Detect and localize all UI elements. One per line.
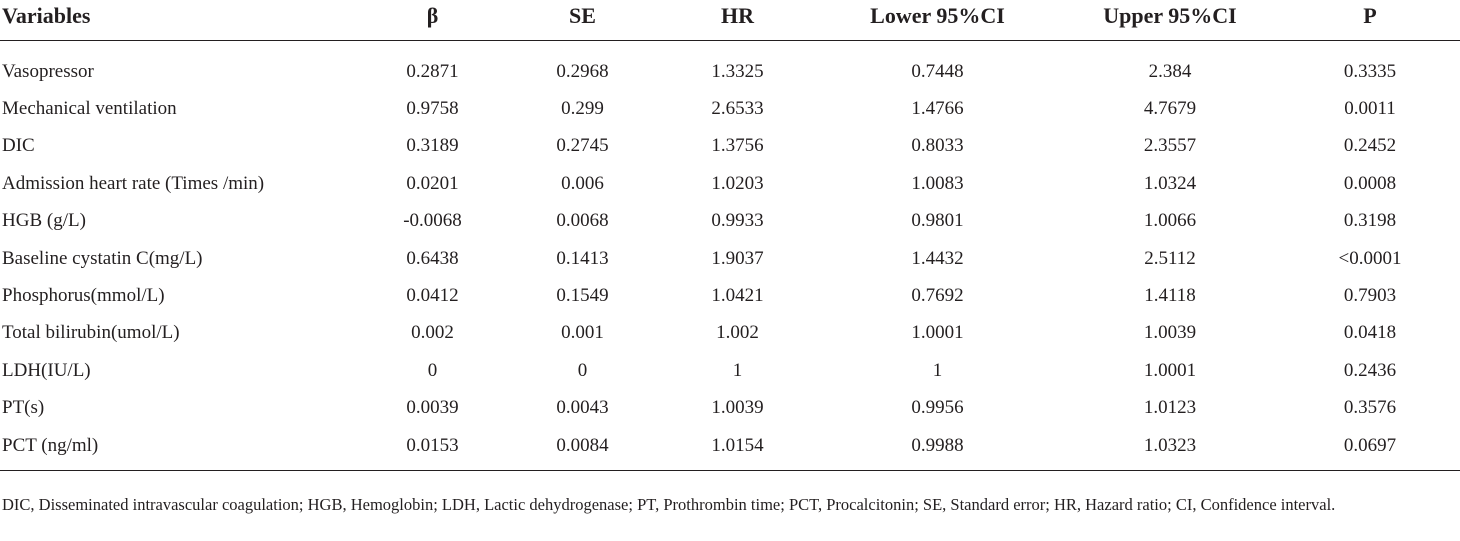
cell-upper-ci: 4.7679 bbox=[1143, 98, 1197, 120]
table-footnote: DIC, Disseminated intravascular coagulation; HGB, Hemoglobin; LDH, Lactic dehydrogenase; PT, Prothrombin time; PCT, Procalcitonin; SE, Standard error; HR, Hazard ratio; CI, Confidence interval. bbox=[2, 495, 1336, 514]
cell-beta: 0.9758 bbox=[406, 98, 459, 120]
cell-variable: Admission heart rate (Times /min) bbox=[2, 172, 265, 194]
header-variables: Variables bbox=[0, 0, 360, 41]
cell-lower-ci: 0.9988 bbox=[911, 434, 964, 456]
cell-beta: 0 bbox=[427, 359, 438, 381]
cell-p: 0.0697 bbox=[1343, 434, 1397, 456]
cell-se: 0.0068 bbox=[556, 210, 609, 232]
header-se: SE bbox=[505, 0, 660, 41]
cell-p: <0.0001 bbox=[1338, 247, 1402, 269]
cell-beta: 0.0039 bbox=[406, 397, 459, 419]
cell-lower-ci: 1.0083 bbox=[911, 172, 964, 194]
header-p: P bbox=[1280, 0, 1460, 41]
cell-lower-ci: 0.9801 bbox=[911, 210, 964, 232]
cell-upper-ci: 1.0123 bbox=[1143, 397, 1197, 419]
header-hr: HR bbox=[660, 0, 815, 41]
cell-p: 0.3576 bbox=[1343, 397, 1397, 419]
cell-se: 0.0043 bbox=[556, 397, 609, 419]
cell-variable: LDH(IU/L) bbox=[2, 359, 91, 381]
cell-se: 0.1549 bbox=[556, 285, 609, 307]
cell-beta: -0.0068 bbox=[403, 210, 462, 232]
cell-se: 0.0084 bbox=[556, 434, 609, 456]
table-row bbox=[0, 240, 1460, 277]
table-row bbox=[0, 390, 1460, 427]
header-row bbox=[0, 0, 1460, 41]
header-beta: β bbox=[360, 0, 505, 41]
cell-beta: 0.0153 bbox=[406, 434, 459, 456]
cell-upper-ci: 1.0039 bbox=[1143, 322, 1197, 344]
cell-variable: Mechanical ventilation bbox=[2, 98, 177, 120]
cell-beta: 0.2871 bbox=[406, 60, 459, 82]
cell-se: 0.1413 bbox=[556, 247, 609, 269]
table-row bbox=[0, 128, 1460, 165]
cell-lower-ci: 1.4432 bbox=[911, 247, 964, 269]
table-row bbox=[0, 315, 1460, 352]
cell-upper-ci: 1.0323 bbox=[1143, 434, 1197, 456]
table-row bbox=[0, 41, 1460, 91]
cell-se: 0.001 bbox=[561, 322, 604, 344]
table-body bbox=[0, 41, 1460, 471]
cell-p: 0.3335 bbox=[1343, 60, 1397, 82]
table-row bbox=[0, 277, 1460, 314]
cell-upper-ci: 1.0324 bbox=[1143, 172, 1197, 194]
cell-beta: 0.002 bbox=[411, 322, 454, 344]
cell-variable: Baseline cystatin C(mg/L) bbox=[2, 247, 203, 269]
cell-upper-ci: 2.3557 bbox=[1143, 135, 1197, 157]
cell-p: 0.2452 bbox=[1343, 135, 1397, 157]
table-row bbox=[0, 427, 1460, 471]
cell-lower-ci: 0.7692 bbox=[911, 285, 964, 307]
cell-lower-ci: 1 bbox=[932, 359, 943, 381]
cell-beta: 0.0201 bbox=[406, 172, 459, 194]
cell-hr: 1.0039 bbox=[711, 397, 764, 419]
cell-p: 0.3198 bbox=[1343, 210, 1397, 232]
cell-hr: 1.3325 bbox=[711, 60, 764, 82]
table-header bbox=[0, 0, 1460, 41]
cell-lower-ci: 0.8033 bbox=[911, 135, 964, 157]
cell-se: 0.006 bbox=[561, 172, 604, 194]
cell-upper-ci: 1.0066 bbox=[1143, 210, 1197, 232]
cell-variable: PT(s) bbox=[2, 397, 45, 419]
cell-variable: Phosphorus(mmol/L) bbox=[2, 285, 165, 307]
cell-variable: HGB (g/L) bbox=[2, 210, 86, 232]
cell-hr: 1.0154 bbox=[711, 434, 764, 456]
cell-hr: 2.6533 bbox=[711, 98, 764, 120]
cell-p: 0.0011 bbox=[1344, 98, 1396, 120]
cell-hr: 0.9933 bbox=[711, 210, 764, 232]
table-row bbox=[0, 90, 1460, 127]
cell-lower-ci: 0.9956 bbox=[911, 397, 964, 419]
cell-se: 0.299 bbox=[561, 98, 604, 120]
cell-hr: 1.0203 bbox=[711, 172, 764, 194]
cell-hr: 1.3756 bbox=[711, 135, 764, 157]
cell-upper-ci: 1.0001 bbox=[1143, 359, 1197, 381]
cell-p: 0.0418 bbox=[1343, 322, 1397, 344]
cell-se: 0.2745 bbox=[556, 135, 609, 157]
cell-variable: DIC bbox=[2, 135, 35, 157]
cell-lower-ci: 1.0001 bbox=[911, 322, 964, 344]
cell-hr: 1.002 bbox=[716, 322, 759, 344]
cell-variable: Total bilirubin(umol/L) bbox=[2, 322, 180, 344]
table-row bbox=[0, 203, 1460, 240]
cell-upper-ci: 2.5112 bbox=[1144, 247, 1196, 269]
cell-variable: Vasopressor bbox=[2, 60, 94, 82]
cell-beta: 0.6438 bbox=[406, 247, 459, 269]
header-upper-ci: Upper 95%CI bbox=[1060, 0, 1280, 41]
cell-upper-ci: 2.384 bbox=[1148, 60, 1192, 82]
cell-hr: 1.9037 bbox=[711, 247, 764, 269]
cell-se: 0.2968 bbox=[556, 60, 609, 82]
cell-lower-ci: 0.7448 bbox=[911, 60, 964, 82]
header-lower-ci: Lower 95%CI bbox=[815, 0, 1060, 41]
cell-p: 0.0008 bbox=[1343, 172, 1397, 194]
table-row bbox=[0, 352, 1460, 389]
cell-upper-ci: 1.4118 bbox=[1144, 285, 1196, 307]
cell-variable: PCT (ng/ml) bbox=[2, 434, 99, 456]
cell-hr: 1 bbox=[732, 359, 743, 381]
cell-se: 0 bbox=[577, 359, 588, 381]
cell-beta: 0.3189 bbox=[406, 135, 459, 157]
cell-hr: 1.0421 bbox=[711, 285, 764, 307]
cell-p: 0.7903 bbox=[1343, 285, 1397, 307]
cell-lower-ci: 1.4766 bbox=[911, 98, 964, 120]
table-row bbox=[0, 165, 1460, 202]
cell-p: 0.2436 bbox=[1343, 359, 1397, 381]
cell-beta: 0.0412 bbox=[406, 285, 459, 307]
